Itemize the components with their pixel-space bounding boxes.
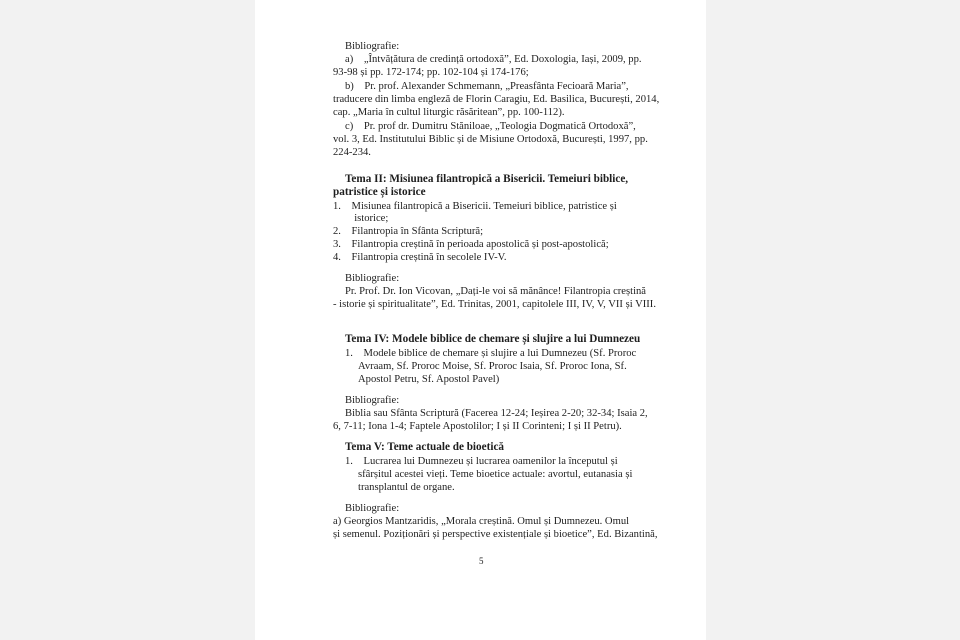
tema2-bibliography-heading: Bibliografie: xyxy=(345,273,400,284)
tema4-item-line1: 1. Modele biblice de chemare și slujire a lui Dumnezeu (Sf. Proroc xyxy=(345,348,637,359)
tema4-item-line2: Avraam, Sf. Proroc Moise, Sf. Proroc Isaia, Sf. Proroc Iona, Sf. xyxy=(358,361,627,372)
tema2-title-line2: patristice și istorice xyxy=(333,186,426,198)
tema5-title: Tema V: Teme actuale de bioetică xyxy=(345,441,504,453)
tema5-item-line2: sfârșitul acestei vieți. Teme bioetice actuale: avortul, eutanasia și xyxy=(358,469,633,480)
tema2-bib-line2: - istorie și spiritualitate”, Ed. Trinitas, 2001, capitolele III, IV, V, VII și VIII. xyxy=(333,299,656,310)
tema4-bib-line1: Biblia sau Sfânta Scriptură (Facerea 12-24; Ieșirea 2-20; 32-34; Isaia 2, xyxy=(345,408,648,419)
bib-entry-a-line2: 93-98 și pp. 172-174; pp. 102-104 și 174-176; xyxy=(333,67,529,78)
bib-entry-b-line3: cap. „Maria în cultul liturgic răsăritean”, pp. 100-112). xyxy=(333,107,565,118)
tema4-title: Tema IV: Modele biblice de chemare și slujire a lui Dumnezeu xyxy=(345,333,641,345)
tema4-bibliography-heading: Bibliografie: xyxy=(345,395,400,406)
tema5-item-line3: transplantul de organe. xyxy=(358,482,455,493)
bib-entry-c-line1: c) Pr. prof dr. Dumitru Stăniloae, „Teologia Dogmatică Ortodoxă”, xyxy=(345,121,636,132)
tema2-list-item: 4. Filantropia creștină în secolele IV-V. xyxy=(333,252,507,263)
tema5-bib-line2: și semenul. Poziționări și perspective existențiale și bioetice”, Ed. Bizantină, xyxy=(333,529,658,540)
tema2-list-item: 2. Filantropia în Sfânta Scriptură; xyxy=(333,226,484,237)
bibliography-heading: Bibliografie: xyxy=(345,41,400,52)
tema2-bib-line1: Pr. Prof. Dr. Ion Vicovan, „Dați-le voi să mănânce! Filantropia creștină xyxy=(345,286,647,297)
tema4-item-line3: Apostol Petru, Sf. Apostol Pavel) xyxy=(358,374,500,385)
bib-entry-b-line1: b) Pr. prof. Alexander Schmemann, „Preasfânta Fecioară Maria”, xyxy=(345,81,629,92)
bib-entry-b-line2: traducere din limba engleză de Florin Caragiu, Ed. Basilica, București, 2014, xyxy=(333,94,660,105)
bib-entry-c-line3: 224-234. xyxy=(333,147,371,158)
tema5-item-line1: 1. Lucrarea lui Dumnezeu și lucrarea oamenilor la începutul și xyxy=(345,456,618,467)
tema2-list-item: 3. Filantropia creștină în perioada apostolică și post-apostolică; xyxy=(333,239,609,250)
tema2-list-item: 1. Misiunea filantropică a Bisericii. Temeiuri biblice, patristice și xyxy=(333,201,617,212)
bib-entry-c-line2: vol. 3, Ed. Institutului Biblic și de Misiune Ortodoxă, București, 1997, pp. xyxy=(333,134,648,145)
tema4-bib-line2: 6, 7-11; Iona 1-4; Faptele Apostolilor; I și II Corinteni; I și II Petru). xyxy=(333,421,622,432)
tema2-list-item: istorice; xyxy=(333,213,389,224)
bib-entry-a-line1: a) „Întvățătura de credință ortodoxă”, Ed. Doxologia, Iași, 2009, pp. xyxy=(345,54,642,65)
tema5-bibliography-heading: Bibliografie: xyxy=(345,503,400,514)
tema5-bib-line1: a) Georgios Mantzaridis, „Morala creștină. Omul și Dumnezeu. Omul xyxy=(333,516,630,527)
tema2-title-line1: Tema II: Misiunea filantropică a Bisericii. Temeiuri biblice, xyxy=(345,173,629,185)
page-number: 5 xyxy=(479,556,484,566)
